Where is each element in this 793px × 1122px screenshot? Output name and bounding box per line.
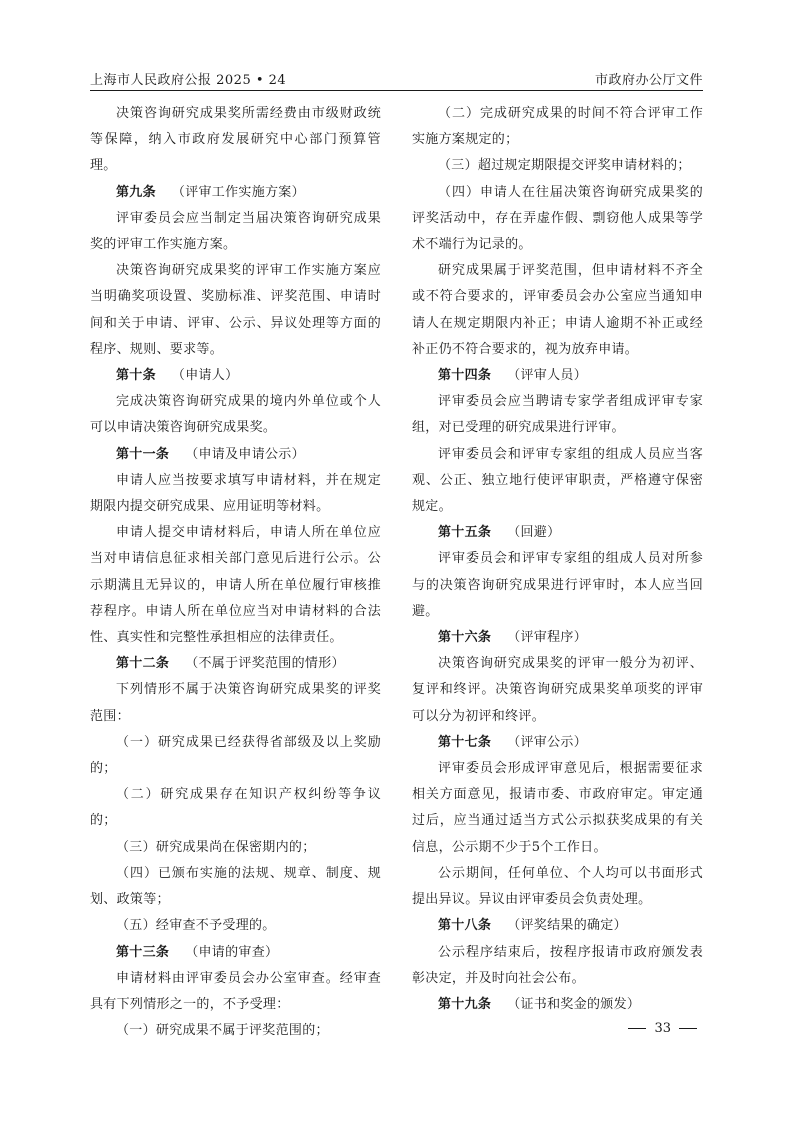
paragraph: 决策咨询研究成果奖所需经费由市级财政统等保障，纳入市政府发展研究中心部门预算管理。 bbox=[90, 106, 381, 174]
article-label: 第十二条 bbox=[116, 656, 170, 672]
paragraph: 申请材料由评审委员会办公室审查。经审查具有下列情形之一的，不予受理： bbox=[90, 970, 381, 1012]
footer-dash-right bbox=[679, 1028, 697, 1029]
paragraph: （四）已颁布实施的法规、规章、制度、规划、政策等； bbox=[90, 865, 381, 908]
paragraph: 下列情形不属于决策咨询研究成果奖的评奖范围： bbox=[90, 682, 381, 724]
paragraph: 公示程序结束后，按程序报请市政府颁发表彰决定，并及时向社会公布。 bbox=[412, 944, 703, 986]
paragraph: （四）申请人在往届决策咨询研究成果奖的评奖活动中，存在弄虚作假、剽窃他人成果等学术不端行为记录的。 bbox=[412, 184, 703, 253]
running-header bbox=[90, 66, 703, 88]
left-column bbox=[90, 101, 381, 1044]
article-heading bbox=[90, 180, 381, 206]
paragraph: 评审委员会应当聘请专家学者组成评审专家组，对已受理的研究成果进行评审。 bbox=[412, 394, 703, 436]
article-label: 第十条 bbox=[116, 368, 156, 384]
article-title: （申请人） bbox=[171, 368, 239, 384]
article-label: 第九条 bbox=[116, 184, 156, 200]
paragraph: 决策咨询研究成果奖的评审工作实施方案应当明确奖项设置、奖励标准、评奖范围、申请时间和关于申请、评审、公示、异议处理等方面的程序、规则、要求等。 bbox=[90, 263, 381, 357]
article-title: （申请及申请公示） bbox=[185, 446, 305, 462]
article-label: 第十三条 bbox=[116, 944, 170, 960]
paragraph: （三）超过规定期限提交评奖申请材料的； bbox=[438, 158, 691, 174]
paragraph: （二）完成研究成果的时间不符合评审工作实施方案规定的； bbox=[412, 106, 703, 148]
article-title: （评审程序） bbox=[507, 630, 588, 646]
article-heading bbox=[412, 913, 703, 939]
footer-dash-left bbox=[628, 1028, 646, 1029]
article-heading bbox=[412, 730, 703, 756]
article-title: （申请的审查） bbox=[185, 944, 279, 960]
article-title: （证书和奖金的颁发） bbox=[507, 996, 641, 1012]
article-label: 第十九条 bbox=[438, 996, 492, 1012]
page-footer bbox=[628, 1021, 697, 1036]
paragraph: （一）研究成果不属于评奖范围的； bbox=[116, 1023, 329, 1039]
header-publication: 上海市人民政府公报 2025 • 24 bbox=[90, 73, 287, 88]
paragraph: （二）研究成果存在知识产权纠纷等争议的； bbox=[90, 787, 381, 829]
article-title: （评奖结果的确定） bbox=[507, 918, 627, 934]
article-heading bbox=[90, 940, 381, 966]
paragraph: 研究成果属于评奖范围，但申请材料不齐全或不符合要求的，评审委员会办公室应当通知申请人在规定期限内补正；申请人逾期不补正或经补正仍不符合要求的，视为放弃申请。 bbox=[412, 263, 703, 357]
page-number: 33 bbox=[654, 1021, 671, 1036]
article-heading bbox=[90, 363, 381, 389]
paragraph: 评审委员会应当制定当届决策咨询研究成果奖的评审工作实施方案。 bbox=[90, 210, 381, 253]
article-title: （评审公示） bbox=[507, 734, 588, 750]
article-title: （评审工作实施方案） bbox=[171, 184, 305, 200]
paragraph: 评审委员会形成评审意见后，根据需要征求相关方面意见，报请市委、市政府审定。审定通过后，应当通过适当方式公示拟获奖成果的有关信息，公示期不少于5个工作日。 bbox=[412, 761, 703, 855]
article-label: 第十四条 bbox=[438, 368, 492, 384]
article-label: 第十六条 bbox=[438, 630, 492, 646]
paragraph: 完成决策咨询研究成果的境内外单位或个人可以申请决策咨询研究成果奖。 bbox=[90, 394, 381, 436]
paragraph: 评审委员会和评审专家组的组成人员对所参与的决策咨询研究成果进行评审时，本人应当回避。 bbox=[412, 551, 703, 619]
header-rule bbox=[90, 90, 703, 91]
paragraph: （一）研究成果已经获得省部级及以上奖励的； bbox=[90, 734, 381, 777]
article-heading bbox=[412, 992, 703, 1018]
article-heading bbox=[412, 520, 703, 546]
paragraph: 决策咨询研究成果奖的评审一般分为初评、复评和终评。决策咨询研究成果奖单项奖的评审可以分为初评和终评。 bbox=[412, 656, 703, 724]
paragraph: （三）研究成果尚在保密期内的； bbox=[116, 839, 316, 855]
paragraph: 申请人应当按要求填写申请材料，并在规定期限内提交研究成果、应用证明等材料。 bbox=[90, 472, 381, 515]
article-title: （回避） bbox=[507, 525, 561, 541]
article-title: （不属于评奖范围的情形） bbox=[185, 656, 345, 672]
paragraph: 评审委员会和评审专家组的组成人员应当客观、公正、独立地行使评审职责，严格遵守保密规定。 bbox=[412, 446, 703, 515]
article-heading bbox=[90, 651, 381, 677]
paragraph: 公示期间，任何单位、个人均可以书面形式提出异议。异议由评审委员会负责处理。 bbox=[412, 865, 703, 908]
right-column bbox=[412, 101, 703, 1018]
article-label: 第十八条 bbox=[438, 918, 492, 934]
article-heading bbox=[412, 363, 703, 389]
article-label: 第十五条 bbox=[438, 525, 492, 541]
paragraph: （五）经审查不予受理的。 bbox=[116, 918, 276, 934]
paragraph: 申请人提交申请材料后，申请人所在单位应当对申请信息征求相关部门意见后进行公示。公示期满且无异议的，申请人所在单位履行审核推荐程序。申请人所在单位应当对申请材料的合法性、真实性和完整性承担相应的法律责任。 bbox=[90, 525, 381, 646]
header-section: 市政府办公厅文件 bbox=[594, 73, 703, 88]
article-label: 第十一条 bbox=[116, 446, 170, 462]
article-label: 第十七条 bbox=[438, 734, 492, 750]
article-heading bbox=[90, 442, 381, 468]
article-title: （评审人员） bbox=[507, 368, 588, 384]
article-heading bbox=[412, 625, 703, 651]
